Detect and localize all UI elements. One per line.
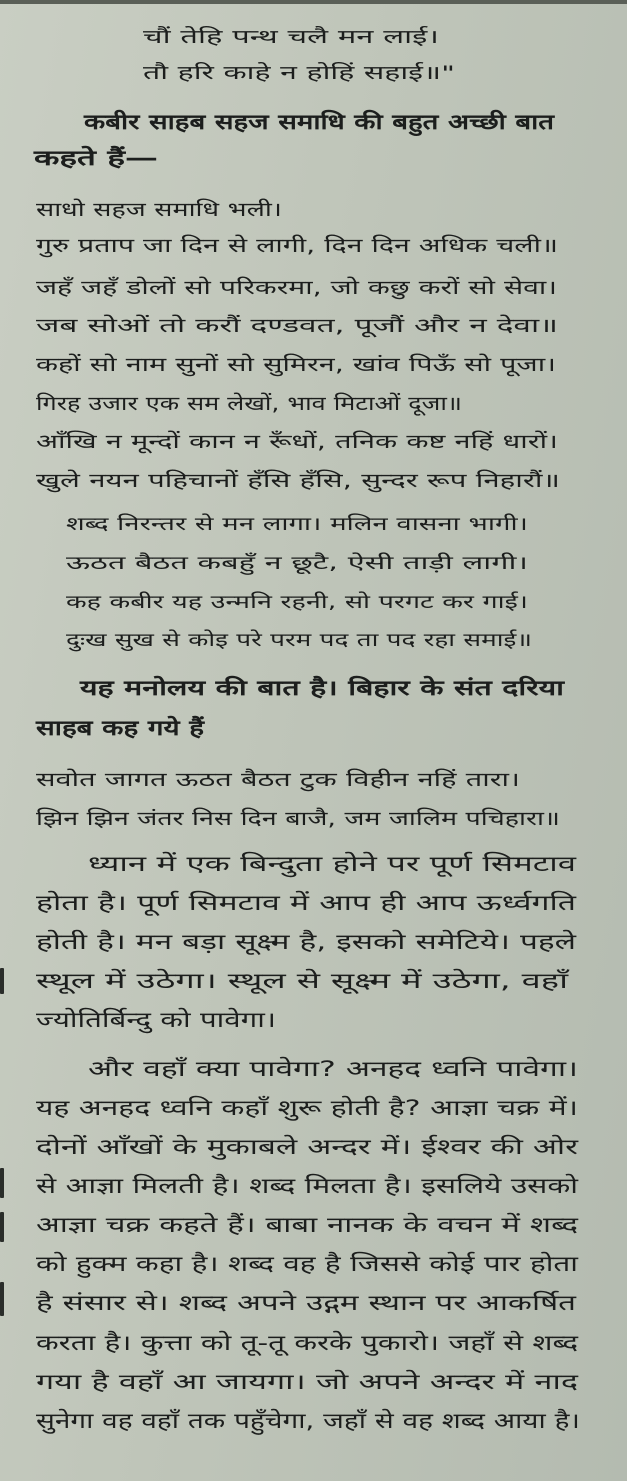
dariya-intro-line: यह मनोलय की बात है। बिहार के संत दरिया: [80, 676, 564, 700]
margin-mark: [0, 1212, 4, 1242]
paragraph-line: को हुक्म कहा है। शब्द वह है जिससे कोई पार होता: [36, 1252, 578, 1277]
paragraph-line: होता है। पूर्ण सिमटाव में आप ही आप ऊर्ध्वगति: [36, 891, 576, 916]
paragraph-line: और वहाँ क्या पावेगा? अनहद ध्वनि पावेगा।: [88, 1057, 578, 1082]
kabir-verse-line: कहों सो नाम सुनों सो सुमिरन, खांव पिऊँ सो पूजा।: [36, 353, 556, 376]
paragraph-line: यह अनहद ध्वनि कहाँ शुरू होती है? आज्ञा चक्र में।: [36, 1096, 578, 1121]
paragraph-line: दोनों आँखों के मुकाबले अन्दर में। ईश्वर की ओर: [36, 1135, 578, 1160]
kabir-verse-2-line: कह कबीर यह उन्मनि रहनी, सो परगट कर गाई।: [66, 592, 528, 613]
kabir-intro-line: कहते हैं—: [34, 146, 158, 170]
paragraph-line: ध्यान में एक बिन्दुता होने पर पूर्ण सिमटाव: [88, 852, 576, 877]
paragraph-line: करता है। कुत्ता को तू-तू करके पुकारो। जहाँ से शब्द: [36, 1331, 578, 1356]
paragraph-line: आज्ञा चक्र कहते हैं। बाबा नानक के वचन में शब्द: [36, 1213, 578, 1238]
kabir-verse-line: गिरह उजार एक सम लेखों, भाव मिटाओं दूजा॥: [36, 392, 462, 415]
paragraph-line: से आज्ञा मिलती है। शब्द मिलता है। इसलिये उसको: [36, 1174, 578, 1199]
kabir-verse-2-line: दुःख सुख से कोइ परे परम पद ता पद रहा समाई॥: [66, 630, 532, 651]
kabir-verse-2-line: ऊठत बैठत कबहुँ न छूटै, ऐसी ताड़ी लागी।: [66, 553, 528, 574]
paragraph-line: है संसार से। शब्द अपने उद्गम स्थान पर आकर्षित: [36, 1291, 576, 1316]
kabir-verse-line: जब सोओं तो करौं दण्डवत, पूजौं और न देवा॥: [36, 314, 558, 337]
margin-mark: [0, 1282, 4, 1316]
kabir-intro-line: कबीर साहब सहज समाधि की बहुत अच्छी बात: [84, 110, 554, 134]
dariya-verse-line: सवोत जागत ऊठत बैठत टुक विहीन नहिं तारा।: [36, 768, 520, 791]
paragraph-line: सुनेगा वह वहाँ तक पहुँचेगा, जहाँ से वह शब्द आया है।: [36, 1409, 580, 1434]
margin-mark: [0, 968, 4, 994]
paragraph-line: गया है वहाँ आ जायगा। जो अपने अन्दर में नाद: [36, 1370, 578, 1395]
kabir-verse-line: साधो सहज समाधि भली।: [36, 198, 282, 221]
paragraph-line: होती है। मन बड़ा सूक्ष्म है, इसको समेटिये। पहले: [36, 930, 576, 955]
dariya-intro-line: साहब कह गये हैं: [36, 716, 204, 740]
quote-end-line: तौ हरि काहे न होहिं सहाई॥": [143, 62, 455, 84]
margin-mark: [0, 1168, 4, 1198]
kabir-verse-line: आँखि न मून्दों कान न रूँधों, तनिक कष्ट नहिं धारों।: [36, 430, 558, 453]
kabir-verse-line: खुले नयन पहिचानों हँसि हँसि, सुन्दर रूप निहारौं॥: [36, 469, 560, 492]
kabir-verse-2-line: शब्द निरन्तर से मन लागा। मलिन वासना भागी।: [66, 514, 528, 535]
quote-end-line: चौं तेहि पन्थ चलै मन लाई।: [143, 26, 439, 48]
dariya-verse-line: झिन झिन जंतर निस दिन बाजै, जम जालिम पचिहारा॥: [36, 807, 560, 830]
kabir-verse-line: जहँ जहँ डोलों सो परिकरमा, जो कछु करों सो सेवा।: [36, 276, 557, 299]
page-top-edge: [0, 0, 627, 4]
kabir-verse-line: गुरु प्रताप जा दिन से लागी, दिन दिन अधिक चली॥: [36, 234, 558, 257]
paragraph-line: ज्योतिर्बिन्दु को पावेगा।: [36, 1008, 276, 1033]
paragraph-line: स्थूल में उठेगा। स्थूल से सूक्ष्म में उठेगा, वहाँ: [36, 969, 568, 994]
